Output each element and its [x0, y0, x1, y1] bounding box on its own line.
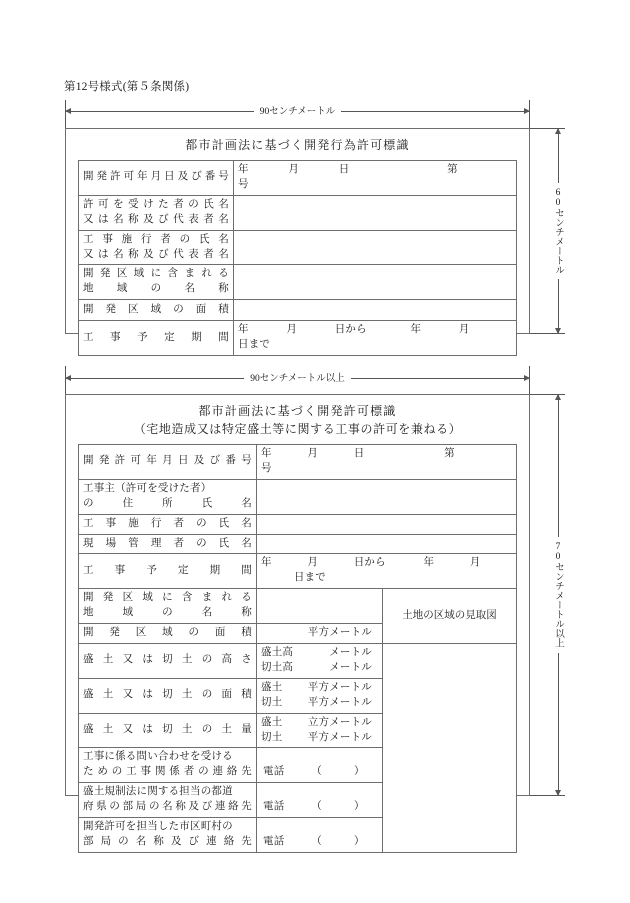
row-value-cell	[257, 445, 517, 480]
row-label-line1: 工事施行者の氏名	[83, 233, 229, 245]
row-label-line1: 盛土規制法に関する担当の都道	[83, 786, 233, 798]
row-label-line1: 開発区域に含まれる	[83, 268, 229, 280]
row-label-cell	[79, 643, 257, 678]
sketch-header-cell	[383, 589, 517, 644]
row-value-cell-blank[interactable]	[234, 300, 517, 321]
dimension-arrow-right	[351, 378, 530, 379]
token-year-from: 年	[238, 324, 249, 336]
table-row	[79, 195, 517, 230]
board1-width-dimension	[65, 104, 530, 118]
token-dai: 第	[447, 164, 458, 175]
row-label-cell	[79, 818, 257, 853]
table-row	[79, 265, 517, 300]
unit-row-fill	[261, 646, 378, 661]
token-month-to: 月	[458, 324, 470, 336]
token-year: 年	[238, 164, 249, 175]
row-value-cell[interactable]	[257, 818, 383, 853]
token-day-from: 日から	[353, 557, 386, 569]
token-day: 日	[353, 448, 365, 459]
unit-row-fill	[261, 716, 378, 731]
table-row	[79, 514, 517, 534]
row-label-cell	[79, 479, 257, 514]
row-label-line1: 許可を受けた者の氏名	[83, 198, 229, 210]
row-label-cell	[79, 748, 257, 783]
table-row	[79, 554, 517, 589]
board2-width-dimension	[65, 371, 530, 385]
row-label-cell	[79, 624, 257, 644]
board2-height-dimension	[551, 394, 565, 796]
row-value-cell[interactable]	[257, 624, 383, 644]
token-day-from: 日から	[334, 324, 367, 336]
row-value-cell[interactable]	[257, 643, 383, 678]
token-year-to: 年	[410, 324, 422, 336]
row-label: 工事施行者の氏名	[83, 517, 252, 529]
date-number-tokens	[238, 163, 512, 193]
token-year-from: 年	[261, 557, 272, 569]
token-year: 年	[261, 448, 272, 459]
sketch-label: 土地の区域の見取図	[402, 609, 497, 621]
row-label-cell	[79, 713, 257, 748]
row-label-cell	[79, 678, 257, 713]
board2-table-body	[79, 445, 517, 853]
token-day-to: 日まで	[293, 572, 326, 584]
row-label-line1: 工事主（許可を受けた者）	[83, 482, 212, 494]
fill-name: 盛土	[261, 681, 283, 693]
row-value-cell-blank[interactable]	[257, 514, 517, 534]
cut-unit: メートル	[329, 661, 372, 673]
dimension-arrow-up	[558, 128, 559, 183]
fill-unit: メートル	[329, 646, 372, 658]
board2-height-label: 70センチメートル以上	[553, 542, 563, 648]
token-dai: 第	[444, 448, 455, 459]
fill-name: 盛土高	[261, 646, 294, 658]
row-value-cell[interactable]	[257, 713, 383, 748]
row-label: 工事予定期間	[83, 331, 229, 343]
telephone-field: 電話 （ ）	[263, 835, 365, 847]
row-label: 開発許可年月日及び番号	[83, 171, 229, 183]
row-label-cell	[79, 300, 234, 321]
table-row	[79, 534, 517, 554]
row-value-cell-blank[interactable]	[257, 589, 383, 624]
row-label-cell	[79, 783, 257, 818]
dimension-arrow-down	[558, 279, 559, 334]
fill-unit: 立方メートル	[307, 716, 372, 728]
token-go: 号	[238, 178, 249, 190]
row-label-cell	[79, 161, 234, 196]
row-label: 盛土又は切土の土量	[83, 724, 252, 736]
token-month-from: 月	[307, 557, 319, 569]
row-label-cell	[79, 589, 257, 624]
token-go: 号	[261, 462, 272, 474]
row-label-cell	[79, 195, 234, 230]
table-row	[79, 589, 517, 624]
unit-row-cut	[261, 661, 378, 676]
token-month: 月	[307, 448, 319, 459]
board1-height-label: 60センチメートル	[553, 187, 563, 275]
row-label-line2: の住所氏名	[83, 497, 252, 509]
row-label-line2: 又は名称及び代表者名	[83, 213, 229, 225]
cut-unit: 平方メートル	[307, 696, 372, 708]
row-value-cell	[234, 161, 517, 196]
signboard-development-permit-combined	[65, 394, 530, 847]
row-label: 盛土又は切土の高さ	[83, 654, 252, 666]
unit-row-cut	[261, 731, 378, 746]
unit-row-cut	[261, 696, 378, 711]
period-tokens	[261, 556, 512, 586]
date-number-tokens	[261, 447, 512, 477]
token-month-to: 月	[469, 557, 481, 569]
table-row	[79, 479, 517, 514]
fill-name: 盛土	[261, 716, 283, 728]
row-value-cell-blank[interactable]	[234, 195, 517, 230]
row-value-cell-blank[interactable]	[257, 534, 517, 554]
row-label-cell	[79, 514, 257, 534]
row-label: 現場管理者の氏名	[83, 537, 252, 549]
unit-label: 平方メートル	[307, 627, 372, 639]
row-label-cell	[79, 265, 234, 300]
row-label-line1: 工事に係る問い合わせを受ける	[83, 751, 233, 763]
row-label: 開発許可年月日及び番号	[83, 455, 252, 467]
board2-table	[78, 444, 517, 853]
board1-height-dimension	[551, 128, 565, 334]
row-value-cell-blank[interactable]	[234, 265, 517, 300]
table-row	[79, 300, 517, 321]
form-number-heading: 第12号様式(第５条関係)	[64, 81, 190, 93]
board1-table-body	[79, 161, 517, 356]
row-label-line2: 地域の名称	[83, 607, 252, 619]
dimension-arrow-left	[65, 378, 244, 379]
row-label: 盛土又は切土の面積	[83, 689, 252, 701]
row-label: 開発区域の面積	[83, 303, 229, 315]
board2-subtitle: （宅地造成又は特定盛土等に関する工事の許可を兼ねる）	[133, 422, 462, 436]
dimension-arrow-left	[65, 111, 254, 112]
telephone-field: 電話 （ ）	[263, 801, 365, 813]
token-day: 日	[338, 164, 350, 175]
row-value-cell	[234, 321, 517, 356]
dimension-arrow-right	[341, 111, 530, 112]
row-value-cell[interactable]	[257, 678, 383, 713]
row-label-line2: 部局の名称及び連絡先	[83, 835, 252, 847]
dimension-arrow-down	[558, 653, 559, 796]
row-label-cell	[79, 445, 257, 480]
cut-unit: 平方メートル	[307, 731, 372, 743]
row-label-cell	[79, 534, 257, 554]
unit-row-fill	[261, 681, 378, 696]
token-month: 月	[288, 164, 300, 175]
row-label-line1: 開発区域に含まれる	[83, 592, 252, 604]
row-label: 工事予定期間	[83, 564, 252, 576]
token-day-to: 日まで	[238, 339, 271, 351]
token-month-from: 月	[286, 324, 298, 336]
table-row	[79, 161, 517, 196]
period-tokens	[238, 323, 512, 353]
telephone-field: 電話 （ ）	[263, 766, 365, 778]
row-label-line1: 開発許可を担当した市区町村の	[83, 821, 233, 833]
token-year-to: 年	[423, 557, 435, 569]
fill-unit: 平方メートル	[307, 681, 372, 693]
board1-title: 都市計画法に基づく開発行為許可標識	[185, 138, 410, 152]
board1-width-label: 90センチメートル	[259, 107, 336, 117]
board2-width-label: 90センチメートル以上	[250, 374, 345, 384]
row-value-cell[interactable]	[257, 783, 383, 818]
row-label-line2: 府県の部局の名称及び連絡先	[83, 801, 252, 813]
table-row	[79, 643, 517, 678]
row-label: 開発区域の面積	[83, 627, 252, 639]
board1-table	[78, 160, 517, 356]
row-label-line2: ための工事関係者の連絡先	[83, 766, 252, 778]
cut-name: 切土	[261, 696, 283, 708]
board2-title-block	[66, 395, 529, 444]
row-value-cell-blank[interactable]	[257, 479, 517, 514]
cut-name: 切土	[261, 731, 283, 743]
dimension-arrow-up	[558, 394, 559, 537]
row-label-cell	[79, 230, 234, 265]
board2-title: 都市計画法に基づく開発許可標識	[198, 404, 397, 418]
row-label-line2: 地域の名称	[83, 283, 229, 295]
row-label-cell	[79, 321, 234, 356]
row-value-cell[interactable]	[257, 748, 383, 783]
unit-row	[261, 626, 378, 641]
signboard-development-act	[65, 128, 530, 351]
row-label-cell	[79, 554, 257, 589]
table-row	[79, 321, 517, 356]
table-row	[79, 445, 517, 480]
cut-name: 切土高	[261, 661, 294, 673]
row-value-cell	[257, 554, 517, 589]
table-row	[79, 230, 517, 265]
row-label-line2: 又は名称及び代表者名	[83, 248, 229, 260]
sketch-drawing-area[interactable]	[383, 643, 517, 852]
row-value-cell-blank[interactable]	[234, 230, 517, 265]
